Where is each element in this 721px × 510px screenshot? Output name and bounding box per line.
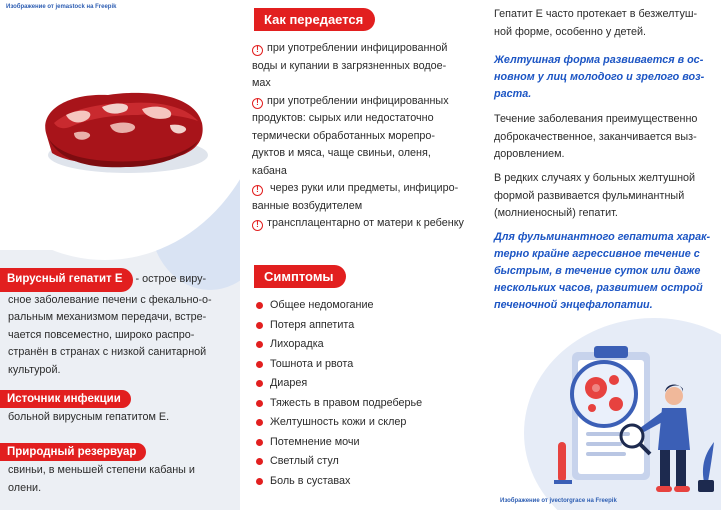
transmission-line: мах [252,77,271,89]
lab-research-illustration [554,332,719,502]
infection-source-text: больной вирусным гепатитом Е. [8,411,170,423]
transmission-line: термически обработанных морепро- [252,129,436,142]
hepatitis-e-text: сное заболевание печени с фекально-о- ральным механизмом передачи, встре- чается повсеместно, широко распро- странён в странах с низкой санитарной культурой. [8,293,212,376]
transmission-line: ! трансплацентарно от матери к ребенку [252,215,480,233]
paragraph-fulminant: В редких случаях у больных желтушной формой развивается фульминантный (молниеносный) гепатит. [494,172,696,219]
hepatitis-e-definition [0,268,240,379]
transmission-line: ! через руки или предметы, инфициро- [252,180,480,198]
image-credit-top: Изображение от jemastock на Freepik [6,4,117,10]
bullet-dot-icon [256,341,263,348]
natural-reservoir-title: Природный резервуар [0,443,146,461]
natural-reservoir-section [0,442,195,497]
bullet-dot-icon [256,302,263,309]
symptom-item: Боль в суставах [254,472,480,492]
symptom-item: Диарея [254,374,480,394]
bullet-dot-icon [256,458,263,465]
symptoms-title: Симптомы [254,265,346,288]
transmission-line: ! при употреблении инфицированной [252,40,480,58]
symptom-item: Желтушность кожи и склер [254,413,480,433]
paragraph-anicteric: Гепатит Е часто протекает в безжелтуш- ной форме, особенно у детей. [494,8,698,38]
right-panel [484,0,721,510]
paragraph-icteric-form: Желтушная форма развивается в ос- новном у лиц молодого и зрелого воз- раста. [494,54,705,100]
symptom-item: Потеря аппетита [254,316,480,336]
symptom-item: Лихорадка [254,335,480,355]
transmission-line: дуктов и мяса, чаще свиньи, оленя, [252,147,431,159]
transmission-line: кабана [252,164,287,177]
bullet-dot-icon [256,439,263,446]
bullet-dot-icon [256,380,263,387]
middle-panel [240,0,484,510]
bullet-dot-icon [256,400,263,407]
paragraph-fulminant-course: Для фульминантного гепатита харак- терно крайне агрессивное течение с быстрым, в течение суток или даже нескольких часов, развитием острой печеночной энцефалопатии. [494,231,711,311]
symptom-item: Потемнение мочи [254,433,480,453]
transmission-list [252,40,480,233]
warning-icon: ! [252,185,263,196]
bullet-dot-icon [256,419,263,426]
symptom-item: Светлый стул [254,452,480,472]
transmission-title: Как передается [254,8,375,31]
warning-icon: ! [252,220,263,231]
hepatitis-e-title: Вирусный гепатит Е [0,268,133,292]
infection-source-title: Источник инфекции [0,390,131,408]
transmission-line: продуктов: сырых или недостаточно [252,112,434,124]
symptom-item: Тяжесть в правом подреберье [254,394,480,414]
symptoms-list [254,296,480,491]
warning-icon: ! [252,45,263,56]
transmission-line: воды и купании в загрязненных водое- [252,59,447,72]
raw-meat-illustration [30,85,220,180]
image-credit-bottom: Изображение от jvectorgrace на Freepik [500,498,617,504]
bullet-dot-icon [256,478,263,485]
transmission-line: ванные возбудителем [252,199,363,212]
hepatitis-e-text-first: - острое виру- [132,273,207,285]
paragraph-course: Течение заболевания преимущественно доброкачественное, заканчивается выз- доровлением. [494,113,698,160]
symptom-item: Общее недомогание [254,296,480,316]
left-panel [0,0,240,510]
bullet-dot-icon [256,322,263,329]
natural-reservoir-text: свиньи, в меньшей степени кабаны и олени. [8,464,195,494]
transmission-line: ! при употреблении инфицированных [252,93,480,111]
warning-icon: ! [252,98,263,109]
symptom-item: Тошнота и рвота [254,355,480,375]
infection-source-section [0,389,169,427]
bullet-dot-icon [256,361,263,368]
